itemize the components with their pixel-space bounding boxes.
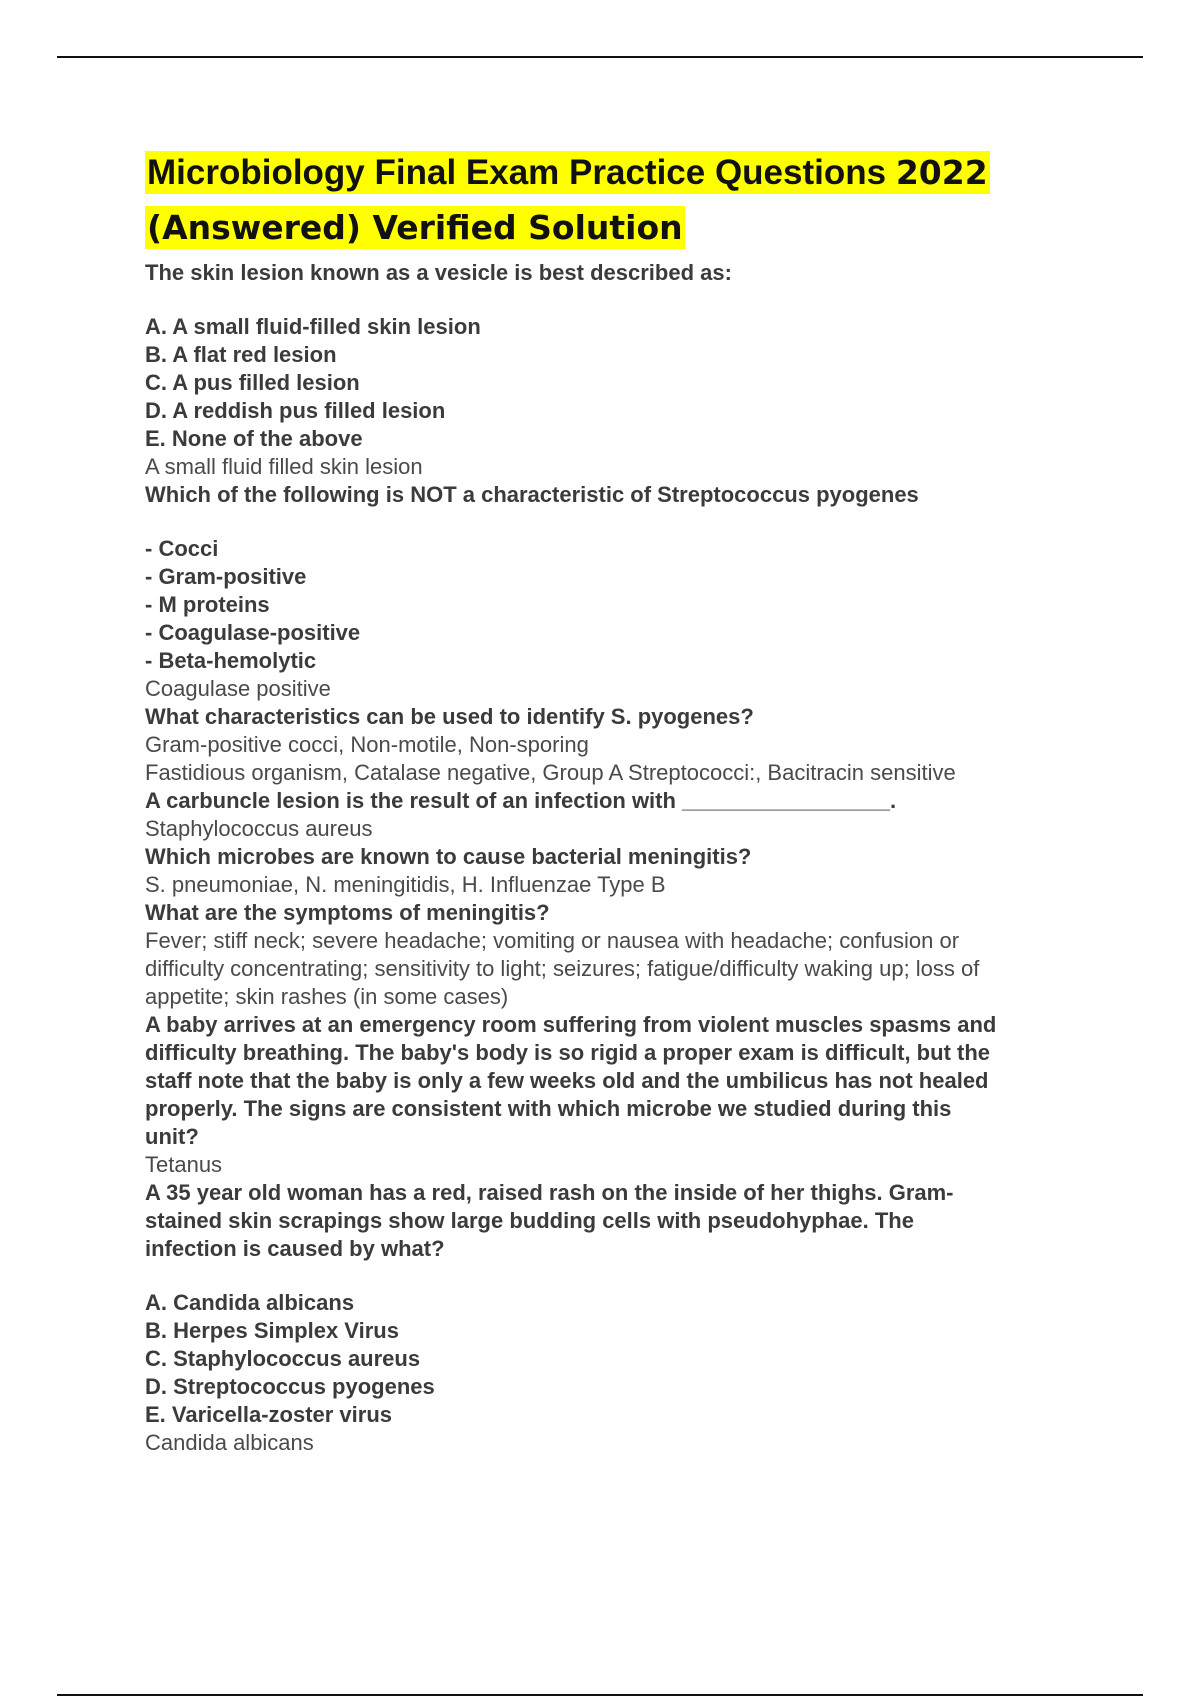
question-prompt: properly. The signs are consistent with which microbe we studied during this [145,1096,952,1121]
header-rule [57,56,1143,58]
answer-text: Coagulase positive [145,676,331,701]
question-prompt: The skin lesion known as a vesicle is best described as: [145,260,732,285]
answer-option: - Beta-hemolytic [145,648,317,673]
question-prompt: stained skin scrapings show large budding cells with pseudohyphae. The [145,1208,914,1233]
answer-text: Staphylococcus aureus [145,816,373,841]
answer-option: - Cocci [145,536,219,561]
answer-option: E. Varicella-zoster virus [145,1402,393,1427]
answer-option: B. Herpes Simplex Virus [145,1318,399,1343]
question-prompt: Which microbes are known to cause bacterial meningitis? [145,844,752,869]
question-prompt: Which of the following is NOT a characteristic of Streptococcus pyogenes [145,482,919,507]
answer-text: Tetanus [145,1152,223,1177]
question-prompt: What characteristics can be used to identify S. pyogenes? [145,704,754,729]
answer-text: Candida albicans [145,1430,314,1455]
answer-text: A small fluid filled skin lesion [145,454,423,479]
title-line-1: Microbiology Final Exam Practice Questions [147,153,887,192]
document-body [145,149,1095,1457]
answer-option: B. A flat red lesion [145,342,337,367]
answer-option: A. Candida albicans [145,1290,355,1315]
answer-option: D. Streptococcus pyogenes [145,1374,435,1399]
answer-text: S. pneumoniae, N. meningitidis, H. Influenzae Type B [145,872,666,897]
question-prompt: A carbuncle lesion is the result of an infection with _________________. [145,788,897,813]
answer-text: Fastidious organism, Catalase negative, Group A Streptococci:, Bacitracin sensitive [145,760,956,785]
answer-option: E. None of the above [145,426,363,451]
title-line-2: (Answered) Verified Solution [147,208,683,247]
question-prompt: infection is caused by what? [145,1236,445,1261]
answer-option: - M proteins [145,592,270,617]
answer-option: C. A pus filled lesion [145,370,360,395]
answer-option: - Coagulase-positive [145,620,361,645]
footer-rule [57,1694,1143,1696]
question-prompt: unit? [145,1124,199,1149]
answer-option: - Gram-positive [145,564,307,589]
question-prompt: What are the symptoms of meningitis? [145,900,550,925]
question-prompt: A 35 year old woman has a red, raised rash on the inside of her thighs. Gram- [145,1180,954,1205]
question-prompt: difficulty breathing. The baby's body is so rigid a proper exam is difficult, but the [145,1040,991,1065]
answer-option: D. A reddish pus filled lesion [145,398,446,423]
answer-option: C. Staphylococcus aureus [145,1346,421,1371]
answer-text: appetite; skin rashes (in some cases) [145,984,509,1009]
title-year: 2022 [895,153,988,192]
question-prompt: staff note that the baby is only a few weeks old and the umbilicus has not healed [145,1068,989,1093]
answer-text: Gram-positive cocci, Non-motile, Non-sporing [145,732,589,757]
document-title [145,149,1095,259]
answer-text: Fever; stiff neck; severe headache; vomiting or nausea with headache; confusion or [145,928,960,953]
answer-text: difficulty concentrating; sensitivity to light; seizures; fatigue/difficulty waking up; loss of [145,956,980,981]
answer-option: A. A small fluid-filled skin lesion [145,314,481,339]
question-prompt: A baby arrives at an emergency room suffering from violent muscles spasms and [145,1012,997,1037]
